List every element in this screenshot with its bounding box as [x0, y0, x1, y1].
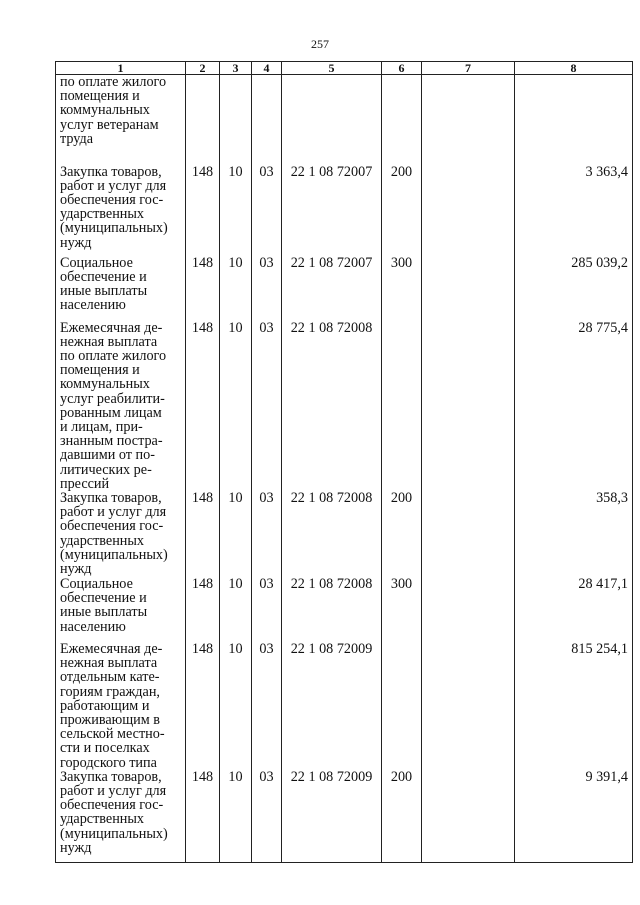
target-article-code: 22 1 08 72007	[282, 165, 382, 256]
section-code: 10	[220, 165, 252, 256]
expense-type-code	[382, 75, 422, 165]
expense-type-code: 200	[382, 770, 422, 863]
column-7-value	[422, 75, 515, 165]
ministry-code	[186, 75, 220, 165]
section-code: 10	[220, 256, 252, 321]
table-header-row	[56, 62, 633, 75]
column-header: 6	[382, 62, 422, 75]
subsection-code	[252, 75, 282, 165]
ministry-code: 148	[186, 491, 220, 577]
column-7-value	[422, 491, 515, 577]
column-header: 8	[515, 62, 633, 75]
expense-type-code: 200	[382, 491, 422, 577]
section-code: 10	[220, 491, 252, 577]
item-name: Закупка товаров, работ и услуг для обеспечения гос- ударственных (муниципальных) нужд	[56, 770, 186, 863]
expense-type-code: 200	[382, 165, 422, 256]
subsection-code: 03	[252, 577, 282, 642]
column-7-value	[422, 321, 515, 491]
ministry-code: 148	[186, 256, 220, 321]
amount-value	[515, 75, 633, 165]
item-name: Ежемесячная де- нежная выплата отдельным кате- гориям граждан, работающим и проживающим в сельской местно- сти и поселках городского типа	[56, 642, 186, 770]
ministry-code: 148	[186, 321, 220, 491]
amount-value: 285 039,2	[515, 256, 633, 321]
subsection-code: 03	[252, 321, 282, 491]
target-article-code: 22 1 08 72007	[282, 256, 382, 321]
column-header: 5	[282, 62, 382, 75]
subsection-code: 03	[252, 770, 282, 863]
budget-table	[55, 61, 633, 863]
column-7-value	[422, 642, 515, 770]
column-7-value	[422, 256, 515, 321]
table-row	[56, 75, 633, 165]
column-7-value	[422, 577, 515, 642]
table-row	[56, 577, 633, 642]
column-header: 3	[220, 62, 252, 75]
amount-value: 3 363,4	[515, 165, 633, 256]
subsection-code: 03	[252, 642, 282, 770]
column-header: 1	[56, 62, 186, 75]
expense-type-code	[382, 642, 422, 770]
column-7-value	[422, 165, 515, 256]
expense-type-code: 300	[382, 256, 422, 321]
table-row	[56, 321, 633, 491]
amount-value: 9 391,4	[515, 770, 633, 863]
section-code	[220, 75, 252, 165]
table-row	[56, 256, 633, 321]
target-article-code: 22 1 08 72009	[282, 642, 382, 770]
column-7-value	[422, 770, 515, 863]
item-name: Социальное обеспечение и иные выплаты населению	[56, 256, 186, 321]
section-code: 10	[220, 577, 252, 642]
expense-type-code: 300	[382, 577, 422, 642]
table-row	[56, 165, 633, 256]
table-row	[56, 491, 633, 577]
section-code: 10	[220, 770, 252, 863]
item-name: по оплате жилого помещения и коммунальных услуг ветеранам труда	[56, 75, 186, 165]
item-name: Закупка товаров, работ и услуг для обеспечения гос- ударственных (муниципальных) нужд	[56, 165, 186, 256]
section-code: 10	[220, 642, 252, 770]
item-name: Закупка товаров, работ и услуг для обеспечения гос- ударственных (муниципальных) нужд	[56, 491, 186, 577]
column-header: 7	[422, 62, 515, 75]
target-article-code	[282, 75, 382, 165]
ministry-code: 148	[186, 642, 220, 770]
item-name: Ежемесячная де- нежная выплата по оплате жилого помещения и коммунальных услуг реабилити- рованным лицам и лицам, при- знанным постра- давшими от по- литических ре- прессий	[56, 321, 186, 491]
subsection-code: 03	[252, 256, 282, 321]
target-article-code: 22 1 08 72008	[282, 491, 382, 577]
ministry-code: 148	[186, 770, 220, 863]
column-header: 4	[252, 62, 282, 75]
target-article-code: 22 1 08 72008	[282, 577, 382, 642]
target-article-code: 22 1 08 72009	[282, 770, 382, 863]
table-row	[56, 642, 633, 770]
item-name: Социальное обеспечение и иные выплаты населению	[56, 577, 186, 642]
page-number: 257	[311, 37, 329, 51]
column-header: 2	[186, 62, 220, 75]
amount-value: 358,3	[515, 491, 633, 577]
target-article-code: 22 1 08 72008	[282, 321, 382, 491]
ministry-code: 148	[186, 577, 220, 642]
ministry-code: 148	[186, 165, 220, 256]
subsection-code: 03	[252, 165, 282, 256]
section-code: 10	[220, 321, 252, 491]
subsection-code: 03	[252, 491, 282, 577]
amount-value: 28 417,1	[515, 577, 633, 642]
expense-type-code	[382, 321, 422, 491]
table-row	[56, 770, 633, 863]
amount-value: 28 775,4	[515, 321, 633, 491]
amount-value: 815 254,1	[515, 642, 633, 770]
